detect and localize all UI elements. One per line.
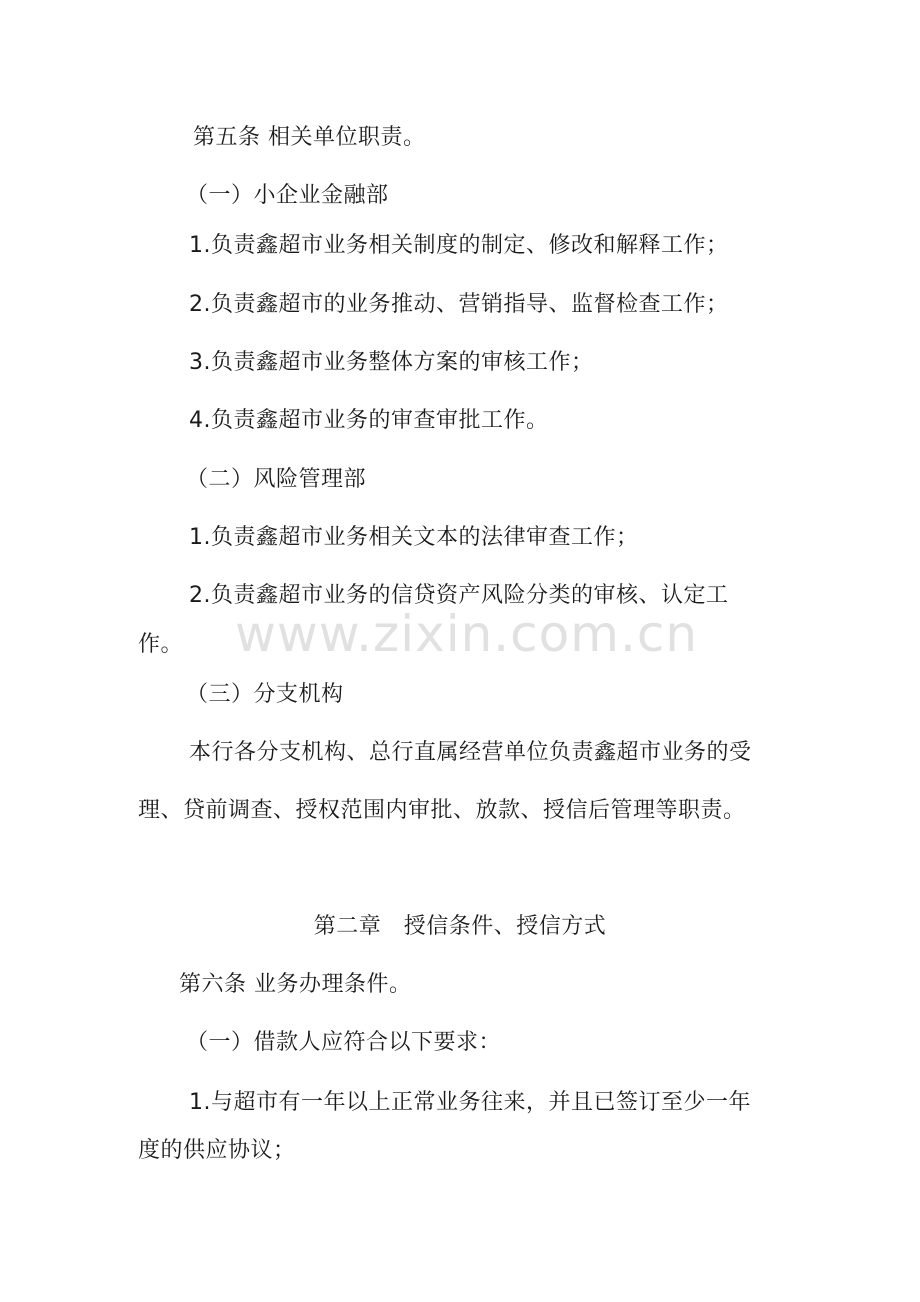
article-5-heading: 第五条 相关单位职责。 <box>193 125 426 150</box>
paragraph-line: 度的供应协议； <box>138 1138 296 1163</box>
paragraph-line: 本行各分支机构、总行直属经营单位负责鑫超市业务的受 <box>189 740 752 765</box>
paragraph-line: 3.负责鑫超市业务整体方案的审核工作； <box>189 350 594 375</box>
watermark-text: www.zixin.com.cn <box>235 605 699 663</box>
paragraph-line: 理、贷前调查、授权范围内审批、放款、授信后管理等职责。 <box>138 798 746 823</box>
section-1-heading: （一）借款人应符合以下要求： <box>186 1030 502 1055</box>
section-1-heading: （一）小企业金融部 <box>186 183 389 208</box>
section-2-heading: （二）风险管理部 <box>186 467 367 492</box>
section-3-heading: （三）分支机构 <box>186 682 344 707</box>
paragraph-line: 1.负责鑫超市业务相关制度的制定、修改和解释工作； <box>189 233 729 258</box>
paragraph-line: 2.负责鑫超市的业务推动、营销指导、监督检查工作； <box>189 292 729 317</box>
paragraph-line: 1.负责鑫超市业务相关文本的法律审查工作； <box>189 525 639 550</box>
paragraph-line: 1.与超市有一年以上正常业务往来，并且已签订至少一年 <box>189 1090 751 1115</box>
paragraph-line: 4.负责鑫超市业务的审查审批工作。 <box>189 408 549 433</box>
chapter-2-title: 第二章 授信条件、授信方式 <box>313 914 607 939</box>
paragraph-line: 作。 <box>138 632 184 657</box>
article-6-heading: 第六条 业务办理条件。 <box>179 972 412 997</box>
paragraph-line: 2.负责鑫超市业务的信贷资产风险分类的审核、认定工 <box>189 583 729 608</box>
